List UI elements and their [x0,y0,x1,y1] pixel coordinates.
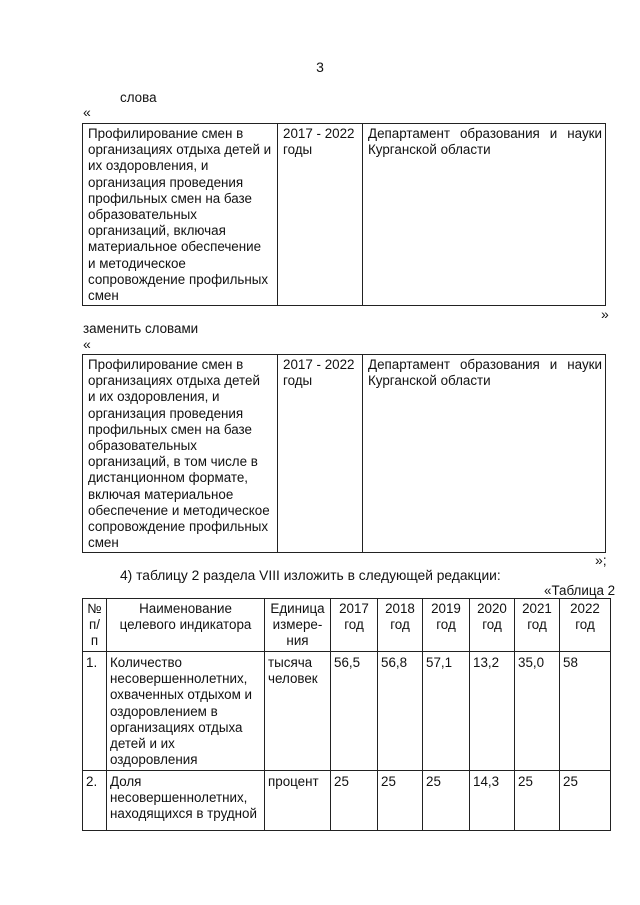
header-line: 2019 [431,601,461,616]
activity-line: включая материальное [88,486,234,502]
activity-line: профильных смен на базе [88,421,252,437]
header-year [515,599,560,652]
indicator-name-line: организациях отдыха [110,719,243,735]
header-line: 2017 [339,601,369,616]
open-quote-1: « [83,104,91,120]
header-num [83,599,107,652]
activity-line: образовательных [88,438,197,454]
indicator-name-line: Доля [110,774,142,789]
value-cell: 35,0 [515,652,560,771]
header-line: год [390,617,410,633]
activity-line: организация проведения [88,174,244,190]
header-year [423,599,470,652]
header-name [107,599,265,652]
value-cell: 25 [378,771,423,831]
indicator-name-line: оздоровлением в [110,703,218,719]
value-cell: 56,8 [378,652,423,771]
header-line: 2020 [477,601,507,616]
value-cell: 57,1 [423,652,470,771]
period-line: годы [283,142,313,158]
header-unit [265,599,331,652]
unit-line: процент [268,774,319,789]
activity-line: обеспечение и методическое [88,502,270,518]
row-number: 2. [83,771,107,831]
activity-line: и методическое [88,255,186,271]
value-cell: 13,2 [470,652,515,771]
unit-line: тысяча [268,655,313,670]
activity-line: смен [88,535,119,551]
responsible-cell [363,124,606,306]
header-line: 2018 [385,601,415,616]
table-row [83,652,611,771]
activity-line: Профилирование смен в [88,126,244,141]
header-line: год [344,617,364,633]
table-label: «Таблица 2 [544,583,616,598]
responsible-line: Департамент образования и науки [368,357,602,372]
value-cell: 25 [560,771,611,831]
activity-line: сопровождение профильных [88,519,269,535]
activity-line: Профилирование смен в [88,357,244,372]
activity-name-cell [83,355,278,553]
period-line: 2017 - 2022 [283,357,355,372]
activity-line: их оздоровления, и [88,158,209,174]
header-year [560,599,611,652]
responsible-cell [363,355,606,553]
new-wording-table [82,354,606,553]
indicator-name [107,771,265,831]
row-number: 1. [83,652,107,771]
table-row [83,355,606,553]
activity-line: организация проведения [88,405,244,421]
unit-line: человек [268,671,318,687]
header-line: п/п [89,617,100,649]
open-quote-2: « [83,336,91,352]
responsible-line: Курганской области [368,142,491,158]
table-header-row [83,599,611,652]
indicator-name-line: несовершеннолетних, [110,790,248,806]
table-row [83,771,611,831]
table-row [83,124,606,306]
indicator-name-line: охваченных отдыхом и [110,687,253,703]
period-cell [278,355,363,553]
header-line: год [527,617,547,633]
old-wording-table [82,123,606,306]
value-cell: 14,3 [470,771,515,831]
activity-line: образовательных [88,207,197,223]
responsible-line: Курганской области [368,373,491,389]
value-cell: 25 [331,771,378,831]
header-line: целевого индикатора [119,617,252,633]
value-cell: 25 [423,771,470,831]
header-line: № [87,601,102,616]
header-line: ния [286,633,309,649]
activity-line: сопровождение профильных [88,271,269,287]
activity-line: профильных смен на базе [88,190,252,206]
activity-name-cell [83,124,278,306]
activity-line: и их оздоровления, и [88,389,220,405]
header-year [331,599,378,652]
header-line: год [436,617,456,633]
activity-line: дистанционном формате, [88,470,248,486]
indicator-name [107,652,265,771]
header-year [470,599,515,652]
indicator-name-line: детей и их [110,736,175,752]
close-quote-2: »; [595,552,607,568]
responsible-line: Департамент образования и науки [368,126,602,141]
indicator-name-line: оздоровления [110,752,198,768]
unit-cell [265,652,331,771]
activity-line: организаций, включая [88,223,226,239]
value-cell: 58 [560,652,611,771]
value-cell: 25 [515,771,560,831]
replace-phrase: заменить словами [83,321,199,336]
page-number: 3 [316,59,324,75]
header-line: Наименование [139,601,232,616]
header-line: 2022 [570,601,600,616]
intro-word: слова [120,90,157,105]
period-line: годы [283,373,313,389]
header-line: измере- [272,617,323,633]
activity-line: организаций, в том числе в [88,454,258,470]
activity-line: смен [88,288,119,304]
activity-line: организациях отдыха детей [88,373,260,389]
period-cell [278,124,363,306]
indicator-name-line: Количество [110,655,182,670]
activity-line: организациях отдыха детей и [88,142,272,158]
value-cell: 56,5 [331,652,378,771]
activity-line: материальное обеспечение [88,239,262,255]
period-line: 2017 - 2022 [283,126,355,141]
indicator-table [82,598,611,831]
header-line: год [575,617,595,633]
close-quote-1: » [601,306,609,322]
header-year [378,599,423,652]
header-line: Единица [270,601,325,616]
unit-cell [265,771,331,831]
indicator-name-line: несовершеннолетних, [110,671,248,687]
instruction-text: 4) таблицу 2 раздела VIII изложить в следующей редакции: [120,568,501,583]
header-line: год [482,617,502,633]
header-line: 2021 [522,601,552,616]
indicator-name-line: находящихся в трудной [110,806,257,822]
